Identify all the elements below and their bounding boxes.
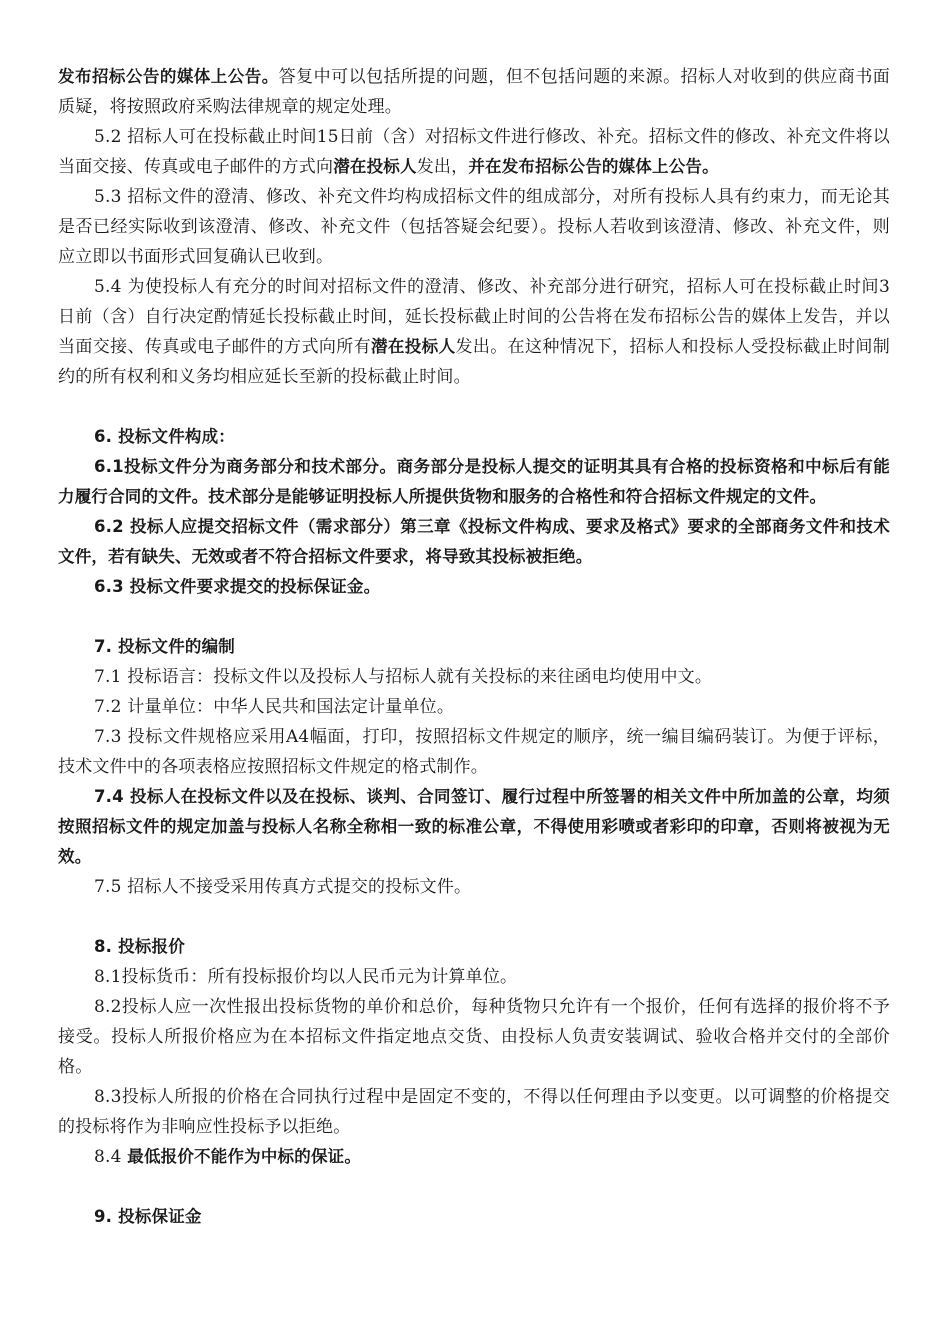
clause-7-4: 7.4 投标人在投标文件以及在投标、谈判、合同签订、履行过程中所签署的相关文件中所加盖的公章，均须按照招标文件的规定加盖与投标人名称全称相一致的标准公章，不得使用彩喷或者彩印的印章，否则将被视为无效。 xyxy=(58,787,890,866)
clause-7-2: 7.2 计量单位：中华人民共和国法定计量单位。 xyxy=(94,697,455,717)
body-text: 8.4 xyxy=(94,1147,128,1167)
bold-text: 发布招标公告的媒体上公告。 xyxy=(58,67,279,86)
clause-5-3: 5.3 招标文件的澄清、修改、补充文件均构成招标文件的组成部分，对所有投标人具有约束力，而无论其是否已经实际收到该澄清、修改、补充文件（包括答疑会纪要）。投标人若收到该澄清、修改、补充文件，则应立即以书面形式回复确认已收到。 xyxy=(58,187,890,267)
body-text: 发出， xyxy=(416,157,469,177)
paragraph-continuation xyxy=(58,62,890,122)
body-text: 发出。在这种情况下，招标人和投标人受投标截止时间制约的所有权利和义务均相应延长至新的投标截止时间。 xyxy=(58,337,891,387)
clause-7-3: 7.3 投标文件规格应采用A4幅面，打印，按照招标文件规定的顺序，统一编目编码装订。为便于评标，技术文件中的各项表格应按照招标文件规定的格式制作。 xyxy=(58,727,890,777)
document-page xyxy=(58,62,890,1232)
bold-text: 潜在投标人 xyxy=(371,337,456,356)
clause-5-2 xyxy=(58,122,890,182)
section-heading-8: 8. 投标报价 xyxy=(94,937,185,956)
bold-text: 最低报价不能作为中标的保证。 xyxy=(127,1147,362,1166)
clause-7-1: 7.1 投标语言：投标文件以及投标人与招标人就有关投标的来往函电均使用中文。 xyxy=(94,667,713,687)
clause-8-3: 8.3投标人所报的价格在合同执行过程中是固定不变的，不得以任何理由予以变更。以可调整的价格提交的投标将作为非响应性投标予以拒绝。 xyxy=(58,1087,890,1137)
bold-text: 并在发布招标公告的媒体上公告。 xyxy=(468,157,719,176)
spacer xyxy=(58,602,890,632)
section-heading-9: 9. 投标保证金 xyxy=(94,1207,202,1226)
clause-6-3: 6.3 投标文件要求提交的投标保证金。 xyxy=(94,577,381,596)
clause-6-2: 6.2 投标人应提交招标文件（需求部分）第三章《投标文件构成、要求及格式》要求的全部商务文件和技术文件，若有缺失、无效或者不符合招标文件要求，将导致其投标被拒绝。 xyxy=(58,517,890,566)
clause-6-1: 6.1投标文件分为商务部分和技术部分。商务部分是投标人提交的证明其具有合格的投标资格和中标后有能力履行合同的文件。技术部分是能够证明投标人所提供货物和服务的合格性和符合招标文件规定的文件。 xyxy=(58,457,890,506)
spacer xyxy=(58,392,890,422)
body-text: 答复中可以包括所提的问题，但不包括问题的来源。招标人对收到的供应商书面质疑，将按照政府采购法律规章的规定处理。 xyxy=(58,67,890,117)
clause-7-5: 7.5 招标人不接受采用传真方式提交的投标文件。 xyxy=(94,877,472,897)
clause-8-2: 8.2投标人应一次性报出投标货物的单价和总价，每种货物只允许有一个报价，任何有选择的报价将不予接受。投标人所报价格应为在本招标文件指定地点交货、由投标人负责安装调试、验收合格并交付的全部价格。 xyxy=(58,997,890,1077)
clause-8-4 xyxy=(58,1142,890,1172)
section-heading-6: 6. 投标文件构成： xyxy=(94,427,235,446)
spacer xyxy=(58,1172,890,1202)
section-heading-7: 7. 投标文件的编制 xyxy=(94,637,235,656)
body-text: 5.4 为使投标人有充分的时间对招标文件的澄清、修改、补充部分进行研究，招标人可在投标截止时间3日前（含）自行决定酌情延长投标截止时间，延长投标截止时间的公告将在发布招标公告的媒体上发告，并以当面交接、传真或电子邮件的方式向所有 xyxy=(58,277,890,357)
body-text: 5.2 招标人可在投标截止时间15日前（含）对招标文件进行修改、补充。招标文件的修改、补充文件将以当面交接、传真或电子邮件的方式向 xyxy=(58,127,890,177)
spacer xyxy=(58,902,890,932)
clause-8-1: 8.1投标货币：所有投标报价均以人民币元为计算单位。 xyxy=(94,967,518,987)
bold-text: 潜在投标人 xyxy=(333,157,417,176)
clause-5-4 xyxy=(58,272,890,392)
